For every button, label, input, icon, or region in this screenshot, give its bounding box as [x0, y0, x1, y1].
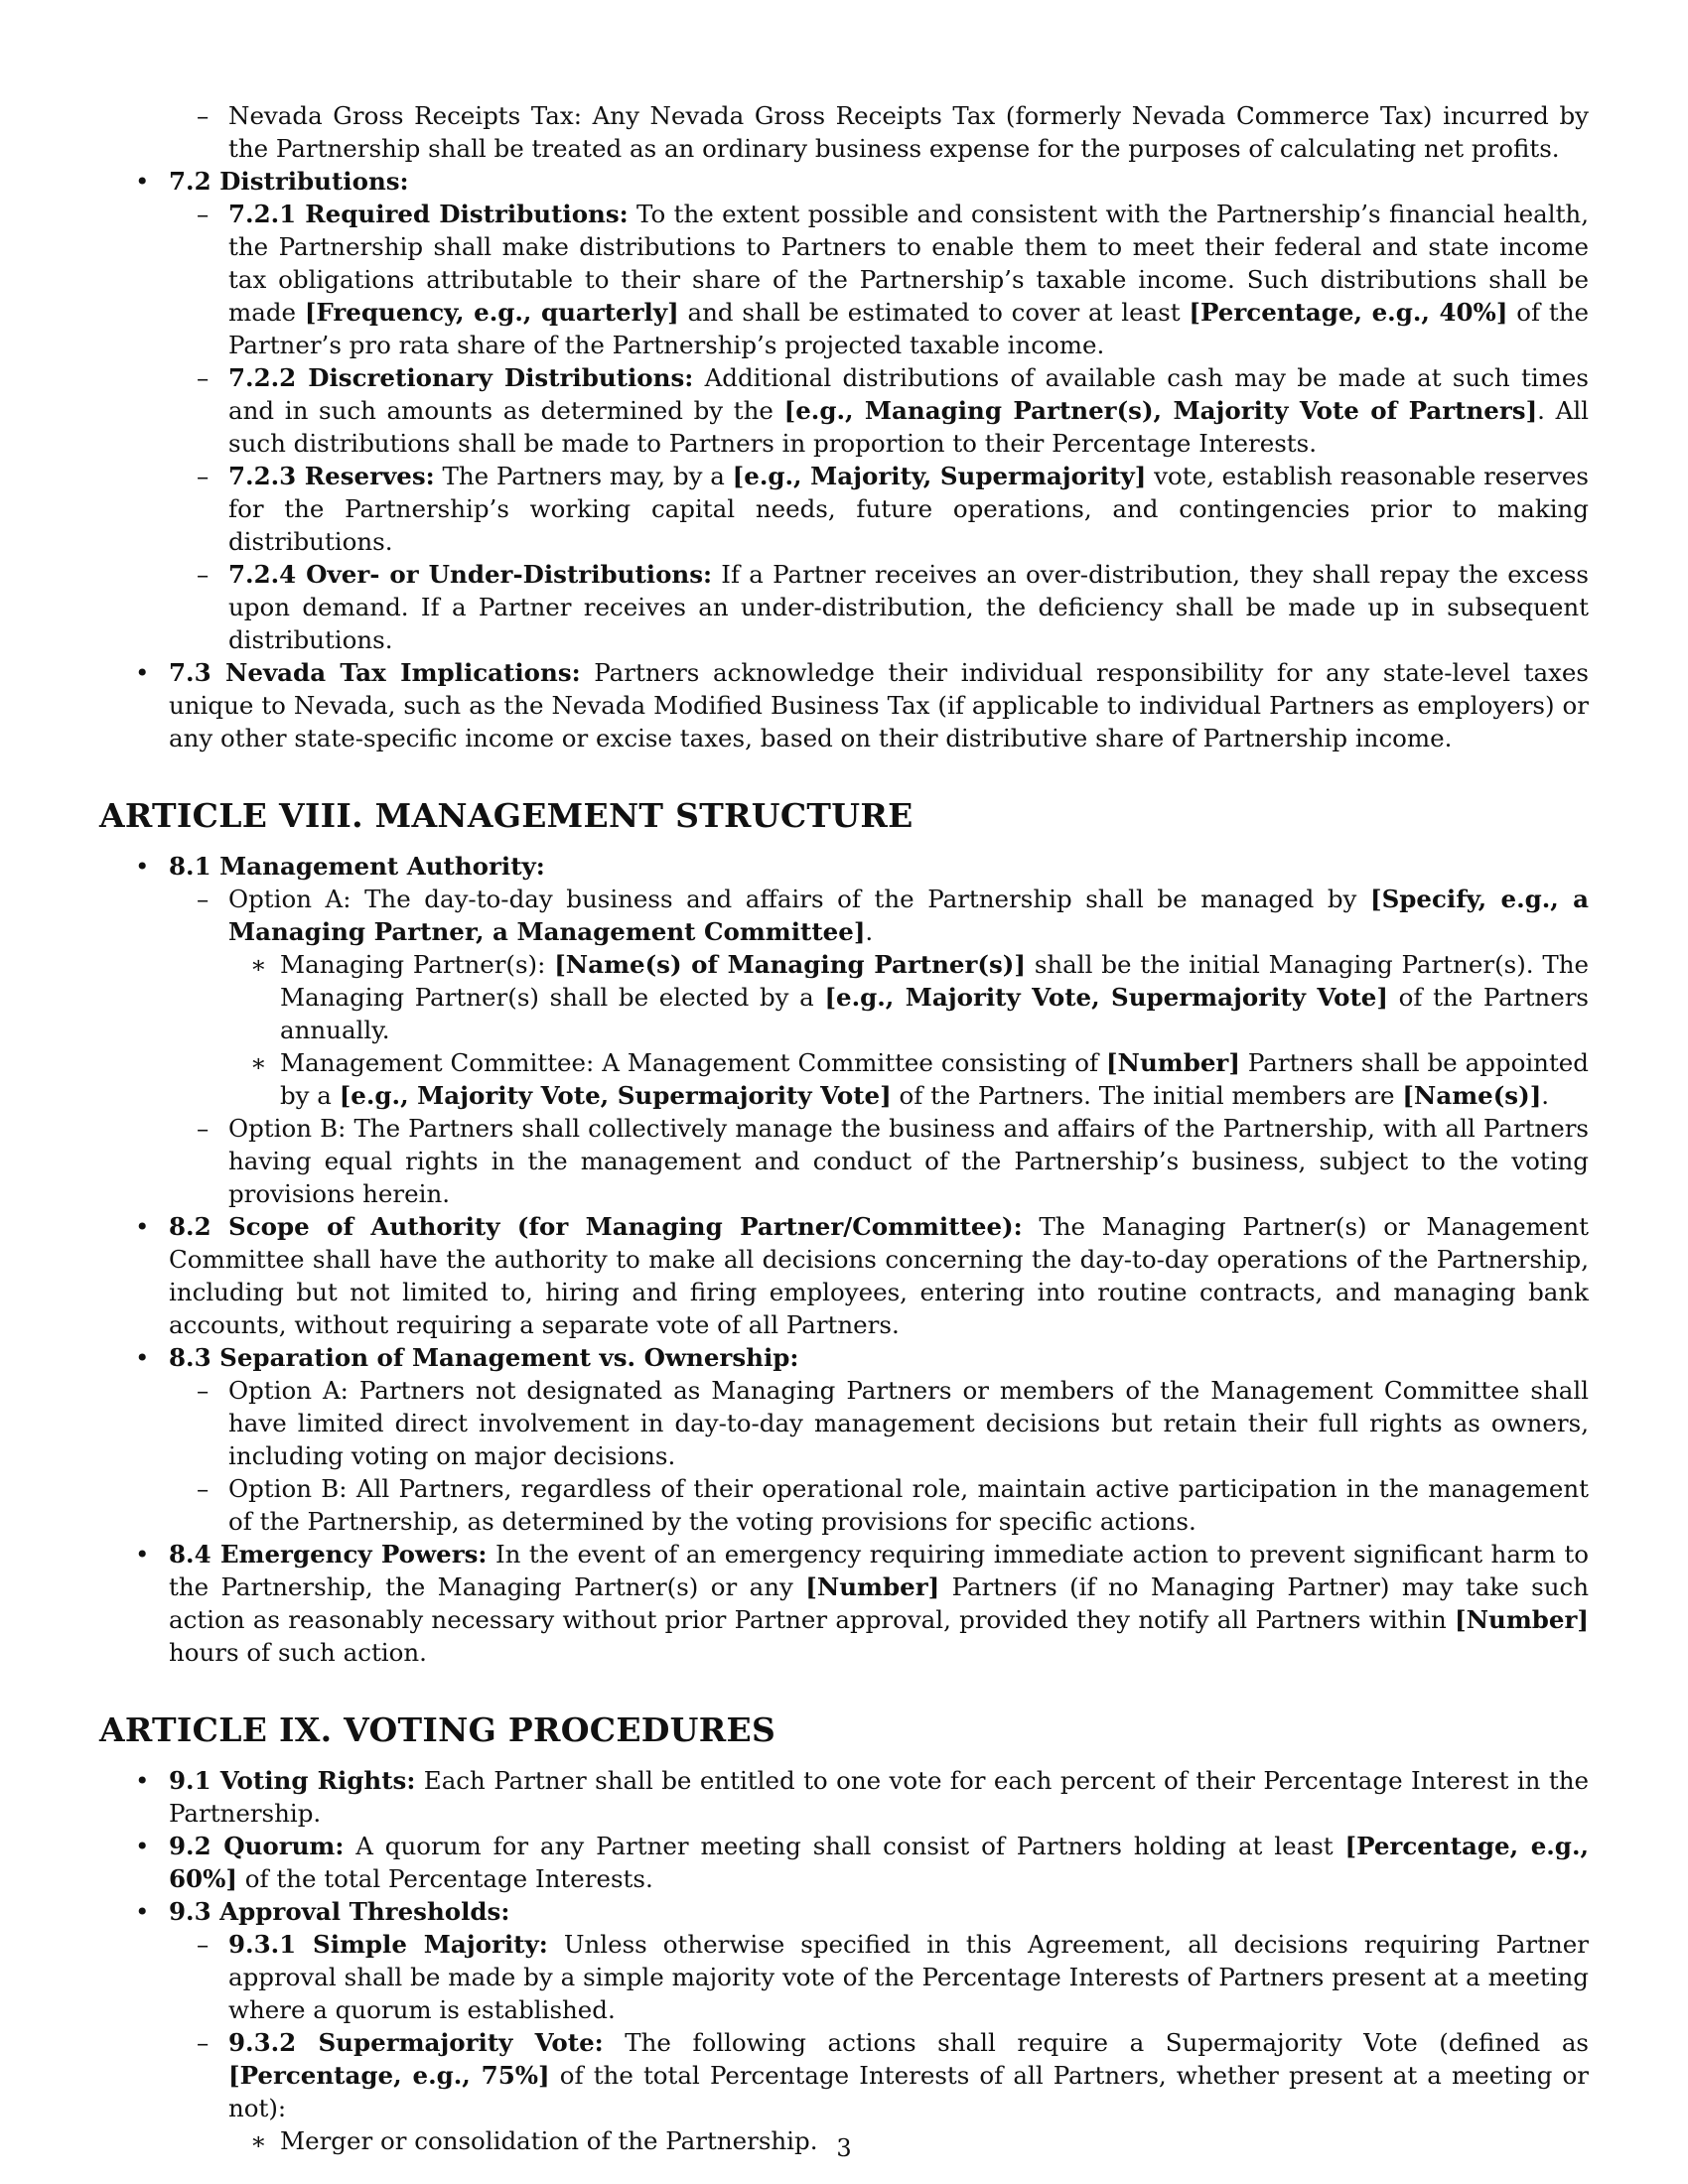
list-item: ∗ Managing Partner(s): [Name(s) of Managing Partner(s)] shall be the initial Managing Partner(s). The Managing Partner(s) shall be elected by a [e.g., Majority Vote, Supermajority Vote] of the Partners annually.	[250, 950, 1590, 1044]
body-text: A quorum for any Partner meeting shall consist of Partners holding at least	[344, 1832, 1345, 1860]
body-text: of the total Percentage Interests.	[236, 1864, 653, 1893]
list-item: • 8.3 Separation of Management vs. Ownership:	[135, 1343, 799, 1372]
list-item: – Option B: All Partners, regardless of their operational role, maintain active participation in the management of the Partnership, as determined by the voting provisions for specific actions.	[197, 1474, 1589, 1536]
page-number: 3	[836, 2134, 852, 2162]
section-9-3-heading: 9.3 Approval Thresholds:	[169, 1897, 510, 1926]
placeholder-field: [Number]	[1105, 1048, 1240, 1077]
body-text: The Partners may, by a	[434, 462, 733, 490]
body-text: of the Partners. The initial members are	[891, 1081, 1403, 1110]
list-item: – 9.3.2 Supermajority Vote: The following actions shall require a Supermajority Vote (defined as [Percentage, e.g., 75%] of the total Percentage Interests of all Partners, whether present at a meeting or not):	[197, 2028, 1589, 2122]
body-text: of the Partners annually.	[280, 983, 1589, 1044]
gross-receipts-tax-text: Nevada Gross Receipts Tax: Any Nevada Gross Receipts Tax (formerly Nevada Commerce Tax) incurred by the Partnership shall be treated as an ordinary business expense for the purposes of calculating net profits.	[228, 101, 1589, 163]
list-item: – 7.2.4 Over- or Under-Distributions: If a Partner receives an over-distribution, they shall repay the excess upon demand. If a Partner receives an under-distribution, the deficiency shall be made up in subsequent distributions.	[197, 560, 1589, 654]
list-item: • 9.3 Approval Thresholds:	[135, 1897, 510, 1926]
body-text: Each Partner shall be entitled to one vote for each percent of their Percentage Interest in the Partnership.	[169, 1766, 1589, 1828]
body-text: of the Partner’s pro rata share of the Partnership’s projected taxable income.	[228, 298, 1589, 359]
list-item: • 8.1 Management Authority:	[135, 852, 545, 881]
body-text: To the extent possible and consistent with the Partnership’s financial health, the Partnership shall make distributions to Partners to enable them to meet their federal and state income tax obligations attributable to their share of the Partnership’s taxable income. Such distributions shall be made	[228, 200, 1589, 327]
section-7-2-4-heading: 7.2.4 Over- or Under-Distributions:	[228, 560, 713, 589]
body-text: Managing Partner(s):	[280, 950, 555, 979]
placeholder-field: [Percentage, e.g., 75%]	[228, 2061, 550, 2090]
body-text: If a Partner receives an over-distribution, they shall repay the excess upon demand. If a Partner receives an under-distribution, the deficiency shall be made up in subsequent distributions.	[228, 560, 1589, 654]
body-text: Additional distributions of available cash may be made at such times and in such amounts as determined by the	[228, 363, 1589, 425]
body-text: The following actions shall require a Supermajority Vote (defined as	[603, 2028, 1589, 2057]
list-item: • 9.1 Voting Rights: Each Partner shall be entitled to one vote for each percent of their Percentage Interest in the Partnership.	[135, 1766, 1589, 1828]
list-item: ∗ Management Committee: A Management Committee consisting of [Number] Partners shall be appointed by a [e.g., Majority Vote, Supermajority Vote] of the Partners. The initial members are [Name(s)].	[250, 1048, 1589, 1110]
body-text: vote, establish reasonable reserves for the Partnership’s working capital needs, future operations, and contingencies prior to making distributions.	[228, 462, 1590, 556]
placeholder-field: [e.g., Majority Vote, Supermajority Vote]	[824, 983, 1388, 1012]
list-item: – 7.2.3 Reserves: The Partners may, by a [e.g., Majority, Supermajority] vote, establish reasonable reserves for the Partnership’s working capital needs, future operations, and contingencies prior to making distributions.	[197, 462, 1590, 556]
list-item: • 8.4 Emergency Powers: In the event of an emergency requiring immediate action to prevent significant harm to the Partnership, the Managing Partner(s) or any [Number] Partners (if no Managing Partner) may take such action as reasonably necessary without prior Partner approval, provided they notify all Partners within [Number] hours of such action.	[135, 1540, 1590, 1667]
body-text: The Managing Partner(s) or Management Committee shall have the authority to make all decisions concerning the day-to-day operations of the Partnership, including but not limited to, hiring and firing employees, entering into routine contracts, and managing bank accounts, without requiring a separate vote of all Partners.	[169, 1212, 1589, 1339]
placeholder-field: [e.g., Majority, Supermajority]	[732, 462, 1147, 490]
section-8-4-heading: 8.4 Emergency Powers:	[169, 1540, 488, 1569]
article-8-title: ARTICLE VIII. MANAGEMENT STRUCTURE	[99, 796, 914, 835]
list-item: – Option B: The Partners shall collectively manage the business and affairs of the Partnership, with all Partners having equal rights in the management and conduct of the Partnership’s business, subject to the voting provisions herein.	[197, 1114, 1589, 1208]
body-text: Option A: The day-to-day business and affairs of the Partnership shall be managed by	[228, 885, 1370, 913]
placeholder-field: [Specify, e.g., a Managing Partner, a Management Committee]	[228, 885, 1589, 946]
body-text: Partners (if no Managing Partner) may take such action as reasonably necessary without prior Partner approval, provided they notify all Partners within	[169, 1572, 1590, 1634]
body-text: Option B: All Partners, regardless of their operational role, maintain active participation in the management of the Partnership, as determined by the voting provisions for specific actions.	[228, 1474, 1589, 1536]
body-text: Unless otherwise specified in this Agreement, all decisions requiring Partner approval shall be made by a simple majority vote of the Percentage Interests of Partners present at a meeting where a quorum is established.	[228, 1930, 1589, 2024]
body-text: and shall be estimated to cover at least	[678, 298, 1190, 327]
list-item: – Option A: The day-to-day business and affairs of the Partnership shall be managed by [Specify, e.g., a Managing Partner, a Management Committee].	[197, 885, 1589, 946]
section-7-2-3-heading: 7.2.3 Reserves:	[228, 462, 435, 490]
article-9-title: ARTICLE IX. VOTING PROCEDURES	[99, 1710, 776, 1749]
section-8-3-heading: 8.3 Separation of Management vs. Ownership:	[169, 1343, 799, 1372]
list-item: • 8.2 Scope of Authority (for Managing Partner/Committee): The Managing Partner(s) or Management Committee shall have the authority to make all decisions concerning the day-to-day operations of the Partnership, including but not limited to, hiring and firing employees, entering into routine contracts, and managing bank accounts, without requiring a separate vote of all Partners.	[135, 1212, 1589, 1339]
placeholder-field: [e.g., Managing Partner(s), Majority Vote of Partners]	[783, 396, 1538, 425]
section-7-2-1-heading: 7.2.1 Required Distributions:	[228, 200, 629, 228]
body-text: Option B: The Partners shall collectively manage the business and affairs of the Partnership, with all Partners having equal rights in the management and conduct of the Partnership’s business, subject to the voting provisions herein.	[228, 1114, 1589, 1208]
list-item: – 7.2.1 Required Distributions: To the extent possible and consistent with the Partnership’s financial health, the Partnership shall make distributions to Partners to enable them to meet their federal and state income tax obligations attributable to their share of the Partnership’s taxable income. Such distributions shall be made [Frequency, e.g., quarterly] and shall be estimated to cover at least [Percentage, e.g., 40%] of the Partner’s pro rata share of the Partnership’s projected taxable income.	[197, 200, 1589, 359]
body-text: Option A: Partners not designated as Managing Partners or members of the Management Committee shall have limited direct involvement in day-to-day management decisions but retain their full rights as owners, including voting on major decisions.	[228, 1376, 1589, 1470]
list-item: – Nevada Gross Receipts Tax: Any Nevada Gross Receipts Tax (formerly Nevada Commerce Tax) incurred by the Partnership shall be treated as an ordinary business expense for the purposes of calculating net profits.	[197, 101, 1589, 163]
placeholder-field: [Percentage, e.g., 40%]	[1189, 298, 1508, 327]
section-9-3-2-heading: 9.3.2 Supermajority Vote:	[228, 2028, 604, 2057]
placeholder-field: [Number]	[1455, 1605, 1589, 1634]
section-7-3-heading: 7.3 Nevada Tax Implications:	[169, 658, 581, 687]
placeholder-field: [e.g., Majority Vote, Supermajority Vote]	[339, 1081, 892, 1110]
article-9-list	[99, 1764, 1589, 2157]
placeholder-field: [Name(s)]	[1402, 1081, 1542, 1110]
list-item: – 9.3.1 Simple Majority: Unless otherwise specified in this Agreement, all decisions requiring Partner approval shall be made by a simple majority vote of the Percentage Interests of Partners present at a meeting where a quorum is established.	[197, 1930, 1589, 2024]
section-8-2-heading: 8.2 Scope of Authority (for Managing Partner/Committee):	[169, 1212, 1023, 1241]
list-item: • 7.2 Distributions:	[135, 167, 409, 196]
placeholder-field: [Frequency, e.g., quarterly]	[304, 298, 679, 327]
list-item: • 7.3 Nevada Tax Implications: Partners acknowledge their individual responsibility for any state-level taxes unique to Nevada, such as the Nevada Modified Business Tax (if applicable to individual Partners as employers) or any other state-specific income or excise taxes, based on their distributive share of Partnership income.	[135, 658, 1589, 752]
section-9-3-1-heading: 9.3.1 Simple Majority:	[228, 1930, 548, 1959]
list-item: – Option A: Partners not designated as Managing Partners or members of the Management Committee shall have limited direct involvement in day-to-day management decisions but retain their full rights as owners, including voting on major decisions.	[197, 1376, 1589, 1470]
body-text: .	[865, 917, 874, 946]
list-item: ∗ Merger or consolidation of the Partnership.	[250, 2126, 818, 2155]
article-8-list	[99, 850, 1589, 1669]
article-7-list	[99, 99, 1589, 754]
body-text: Merger or consolidation of the Partnership.	[280, 2126, 818, 2155]
section-7-2-title: 7.2 Distributions:	[169, 167, 409, 196]
body-text: Partners acknowledge their individual responsibility for any state-level taxes unique to Nevada, such as the Nevada Modified Business Tax (if applicable to individual Partners as employers) or any other state-specific income or excise taxes, based on their distributive share of Partnership income.	[169, 658, 1589, 752]
section-7-2-2-heading: 7.2.2 Discretionary Distributions:	[228, 363, 694, 392]
section-9-2-heading: 9.2 Quorum:	[169, 1832, 345, 1860]
document-page	[99, 99, 1589, 2157]
list-item: • 9.2 Quorum: A quorum for any Partner meeting shall consist of Partners holding at least [Percentage, e.g., 60%] of the total Percentage Interests.	[135, 1832, 1589, 1893]
placeholder-field: [Percentage, e.g., 60%]	[169, 1832, 1589, 1893]
body-text: shall be the initial Managing Partner(s). The Managing Partner(s) shall be elected by a	[280, 950, 1590, 1012]
list-item: – 7.2.2 Discretionary Distributions: Additional distributions of available cash may be made at such times and in such amounts as determined by the [e.g., Managing Partner(s), Majority Vote of Partners]. All such distributions shall be made to Partners in proportion to their Percentage Interests.	[197, 363, 1589, 458]
section-9-1-heading: 9.1 Voting Rights:	[169, 1766, 416, 1795]
body-text: hours of such action.	[169, 1638, 427, 1667]
body-text: of the total Percentage Interests of all Partners, whether present at a meeting or not):	[228, 2061, 1589, 2122]
body-text: . All such distributions shall be made to Partners in proportion to their Percentage Interests.	[228, 396, 1589, 458]
body-text: .	[1541, 1081, 1550, 1110]
section-8-1-heading: 8.1 Management Authority:	[169, 852, 545, 881]
placeholder-field: [Number]	[805, 1572, 940, 1601]
body-text: In the event of an emergency requiring immediate action to prevent significant harm to the Partnership, the Managing Partner(s) or any	[169, 1540, 1589, 1601]
body-text: Partners shall be appointed by a	[280, 1048, 1589, 1110]
placeholder-field: [Name(s) of Managing Partner(s)]	[554, 950, 1026, 979]
body-text: Management Committee: A Management Committee consisting of	[280, 1048, 1106, 1077]
